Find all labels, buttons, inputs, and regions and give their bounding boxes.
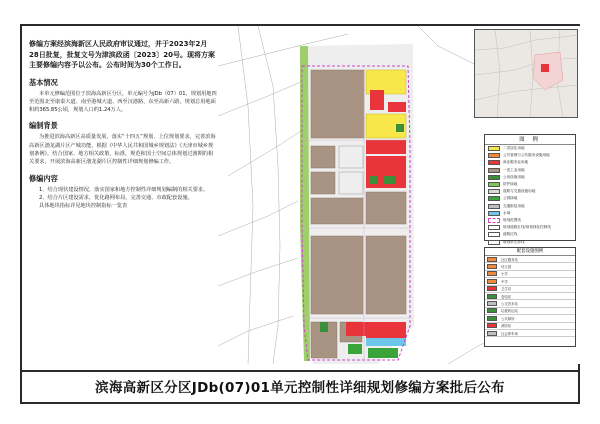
legend-label: 交通枢纽用地: [503, 203, 525, 208]
facility-symbol-icon: [487, 264, 497, 269]
legend-item: [485, 145, 575, 152]
parcel-water: [366, 338, 406, 346]
legend-swatch: [488, 232, 500, 237]
legend-swatch: [488, 204, 500, 209]
legend-swatch: [488, 225, 500, 230]
legend-item: [485, 152, 575, 159]
facility-legend-item: [485, 278, 575, 285]
legend-item: [485, 174, 575, 181]
legend-item: [485, 210, 575, 217]
section-text-background: 为推进滨海高新区高质量发展，落实“十四五”规划、上位规划要求，完善滨海高新区渤龙湖片区产城功能，根据《中华人民共和国城乡规划法》《天津市城乡规划条例》，结合国家、地方相关政策，标准，规范和国土空间总体规划过渡期的相关要求，开展滨海高新区渤龙湖片区控制性详细规划修编工作。: [29, 134, 216, 166]
section-title-background: 编制背景: [29, 121, 58, 131]
parcel-utility: [384, 176, 396, 184]
facility-legend-label: 公共厕所: [501, 316, 515, 321]
parcel-commercial: [346, 322, 366, 336]
location-keymap: [474, 29, 578, 118]
content-item-2: 2、结合片区建设需求，优化路网布局，完善交通、市政配套设施。: [39, 194, 193, 201]
facility-symbol-icon: [487, 257, 497, 262]
legend-swatch: [488, 218, 500, 223]
legend-swatch: [488, 211, 500, 216]
facility-symbol-icon: [487, 294, 497, 299]
facility-legend-item: [485, 330, 575, 337]
legend-swatch: [488, 182, 500, 187]
legend-swatch: [488, 175, 500, 180]
facility-symbol-icon: [487, 279, 497, 284]
parcel-park: [348, 344, 362, 354]
facility-legend-label: 小学: [501, 272, 508, 277]
facility-legend-item: [485, 323, 575, 330]
parcel-commercial: [388, 102, 406, 112]
content-item-1: 1、结合现状建设情况，落实国家和地方控制性详细规划编制的相关要求。: [39, 186, 209, 193]
facility-legend-label: 社区服务站: [501, 257, 518, 262]
legend-swatch: [488, 160, 500, 165]
legend-label: 公用设施用地: [503, 174, 525, 179]
legend-item: [485, 238, 575, 245]
site-location-marker: [541, 64, 549, 72]
parcel-industrial: [311, 236, 363, 314]
content-item-3: 具体地块指标详见地块控制指标一览表: [39, 203, 128, 210]
facility-legend-item: [485, 308, 575, 315]
legend-swatch: [488, 153, 500, 158]
facility-legend-label: 垃圾转运站: [501, 309, 518, 314]
facility-legend-item: [485, 300, 575, 307]
parcel-commercial: [366, 322, 406, 338]
legend-label: 道路与交通设施用地: [503, 189, 536, 194]
legend-item: [485, 181, 575, 188]
facility-symbol-icon: [487, 316, 497, 321]
legend-label: 规划范围线: [503, 217, 521, 222]
parcel-utility: [396, 124, 404, 132]
facility-legend-item: [485, 286, 575, 293]
legend-item: [485, 231, 575, 238]
parcel-commercial: [370, 90, 384, 110]
location-keymap-svg: [475, 30, 578, 118]
facility-symbol-icon: [487, 331, 497, 336]
legend-label: 公园绿地: [503, 196, 518, 201]
facility-symbol-icon: [487, 286, 497, 291]
legend-swatch: [488, 240, 500, 245]
facility-legend-label: 变电站: [501, 294, 512, 299]
parcel-industrial: [311, 172, 335, 194]
legend-label: 规划道路红线/规划绿化控制线: [503, 225, 551, 230]
facility-symbol-legend: [484, 247, 576, 347]
facility-symbol-icon: [487, 301, 497, 306]
facility-legend-heading: 配套设施图例: [485, 248, 575, 256]
facility-legend-item: [485, 263, 575, 270]
page-title: 滨海高新区分区JDb(07)01单元控制性详细规划修编方案批后公布: [22, 370, 578, 402]
section-title-basic: 基本情况: [29, 77, 58, 87]
legend-label: 二类居住用地: [503, 146, 525, 151]
section-title-content: 修编内容: [29, 173, 58, 183]
parcel-road: [339, 172, 363, 194]
facility-legend-item: [485, 315, 575, 322]
legend-item: [485, 217, 575, 224]
facility-symbol-icon: [487, 323, 497, 328]
section-text-basic: 本单元修编范围位于滨海高新区分区，单元编号为JDb（07）01，规划用地四至范围北至康泰大道、南至港城大道、西至汉港路、东至高新六路，规划总用地面积约365.85公顷，规划人口约1.24万人。: [29, 90, 217, 114]
approval-notice: 修编方案经滨海新区人民政府审议通过，并于2023年2月28日批复，批复文号为津滨政函〔2023〕20号。现将方案主要修编内容予以公布。公布时间为30个工作日。: [29, 40, 215, 69]
facility-legend-item: [485, 293, 575, 300]
legend-item: [485, 167, 575, 174]
legend-item: [485, 188, 575, 195]
text-panel: [29, 39, 217, 364]
legend-item: [485, 203, 575, 210]
legend-label: 公共管理与公共服务设施用地: [503, 153, 550, 158]
legend-label: 一类工业用地: [503, 167, 525, 172]
legend-label: 商业服务业用地: [503, 160, 529, 165]
parcel-utility: [320, 322, 328, 332]
facility-legend-label: 卫生站: [501, 287, 512, 292]
parcel-industrial: [366, 192, 406, 224]
legend-swatch: [488, 168, 500, 173]
legend-label: 水域: [503, 210, 511, 215]
legend-heading: 图 例: [485, 135, 575, 145]
facility-legend-item: [485, 256, 575, 263]
parcel-commercial: [366, 140, 406, 154]
legend-swatch: [488, 189, 500, 194]
legend-item: [485, 195, 575, 202]
legend-swatch: [488, 146, 500, 151]
parcel-utility: [370, 176, 378, 184]
parcel-road: [339, 146, 363, 168]
parcel-park: [368, 348, 398, 358]
facility-legend-label: 中学: [501, 279, 508, 284]
legend-item: [485, 224, 575, 231]
legend-label: 规划单元界线: [503, 239, 525, 244]
legend-item: [485, 159, 575, 166]
parcel-industrial: [366, 236, 406, 314]
legend-swatch: [488, 196, 500, 201]
facility-legend-label: 幼儿园: [501, 265, 512, 270]
facility-legend-label: 消防站: [501, 324, 512, 329]
parcel-industrial: [311, 198, 363, 224]
parcel-industrial: [311, 70, 364, 138]
facility-symbol-icon: [487, 271, 497, 276]
parcel-industrial: [311, 146, 335, 168]
facility-legend-item: [485, 271, 575, 278]
legend-label: 防护绿地: [503, 182, 518, 187]
facility-symbol-icon: [487, 308, 497, 313]
facility-legend-label: 社会停车场: [501, 331, 518, 336]
legend: [484, 134, 576, 244]
facility-legend-label: 公交首末站: [501, 302, 518, 307]
legend-label: 道路红线: [503, 232, 518, 237]
